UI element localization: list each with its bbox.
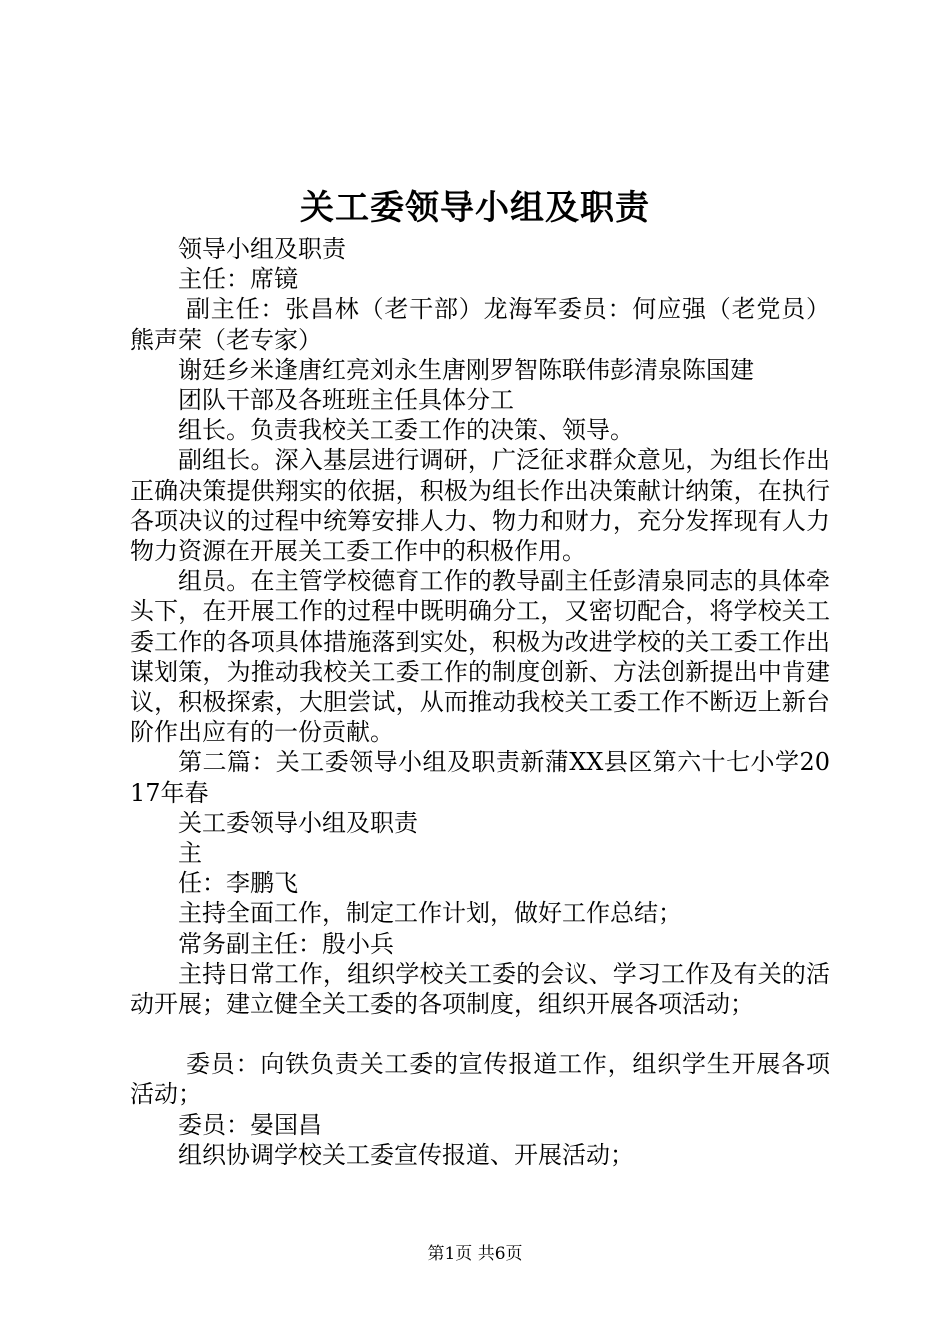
paragraph: 委员：向铁负责关工委的宣传报道工作，组织学生开展各项活动； bbox=[130, 1050, 830, 1109]
paragraph: 任：李鹏飞 bbox=[178, 869, 298, 898]
page-footer: 第1页 共6页 bbox=[427, 1244, 523, 1264]
paragraph: 组织协调学校关工委宣传报道、开展活动； bbox=[178, 1140, 634, 1169]
document-title: 关工委领导小组及职责 bbox=[300, 188, 650, 228]
paragraph: 领导小组及职责 bbox=[178, 235, 346, 263]
paragraph: 关工委领导小组及职责 bbox=[178, 808, 418, 837]
paragraph: 主持日常工作，组织学校关工委的会议、学习工作及有关的活动开展；建立健全关工委的各项制度，组织开展各项活动； bbox=[130, 959, 830, 1019]
paragraph: 谢廷乡米逢唐红亮刘永生唐刚罗智陈联伟彭清泉陈国建 bbox=[178, 355, 754, 384]
paragraph: 团队干部及各班班主任具体分工 bbox=[178, 386, 514, 415]
paragraph: 副组长。深入基层进行调研，广泛征求群众意见，为组长作出正确决策提供翔实的依据，积极为组长作出决策献计纳策，在执行各项决议的过程中统筹安排人力、物力和财力，充分发挥现有人力物力资源在开展关工委工作中的积极作用。 bbox=[130, 446, 830, 566]
document-body bbox=[130, 234, 830, 1170]
paragraph: 常务副主任：殷小兵 bbox=[178, 929, 394, 958]
paragraph: 主持全面工作，制定工作计划，做好工作总结； bbox=[178, 899, 682, 928]
paragraph: 第二篇：关工委领导小组及职责新蒲XX县区第六十七小学2017年春 bbox=[130, 748, 830, 807]
paragraph: 主任：席镜 bbox=[178, 265, 298, 294]
paragraph: 主 bbox=[178, 839, 202, 868]
paragraph: 组员。在主管学校德育工作的教导副主任彭清泉同志的具体牵头下，在开展工作的过程中既明确分工，又密切配合，将学校关工委工作的各项具体措施落到实处，积极为改进学校的关工委工作出谋划策，为推动我校关工委工作的制度创新、方法创新提出中肯建议，积极探索，大胆尝试，从而推动我校关工委工作不断迈上新台阶作出应有的一份贡献。 bbox=[130, 567, 830, 747]
paragraph-gap bbox=[130, 1019, 830, 1049]
paragraph: 副主任：张昌林（老干部）龙海军委员：何应强（老党员）熊声荣（老专家） bbox=[130, 295, 830, 354]
paragraph: 委员：晏国昌 bbox=[178, 1110, 322, 1139]
paragraph: 组长。负责我校关工委工作的决策、领导。 bbox=[178, 416, 634, 445]
